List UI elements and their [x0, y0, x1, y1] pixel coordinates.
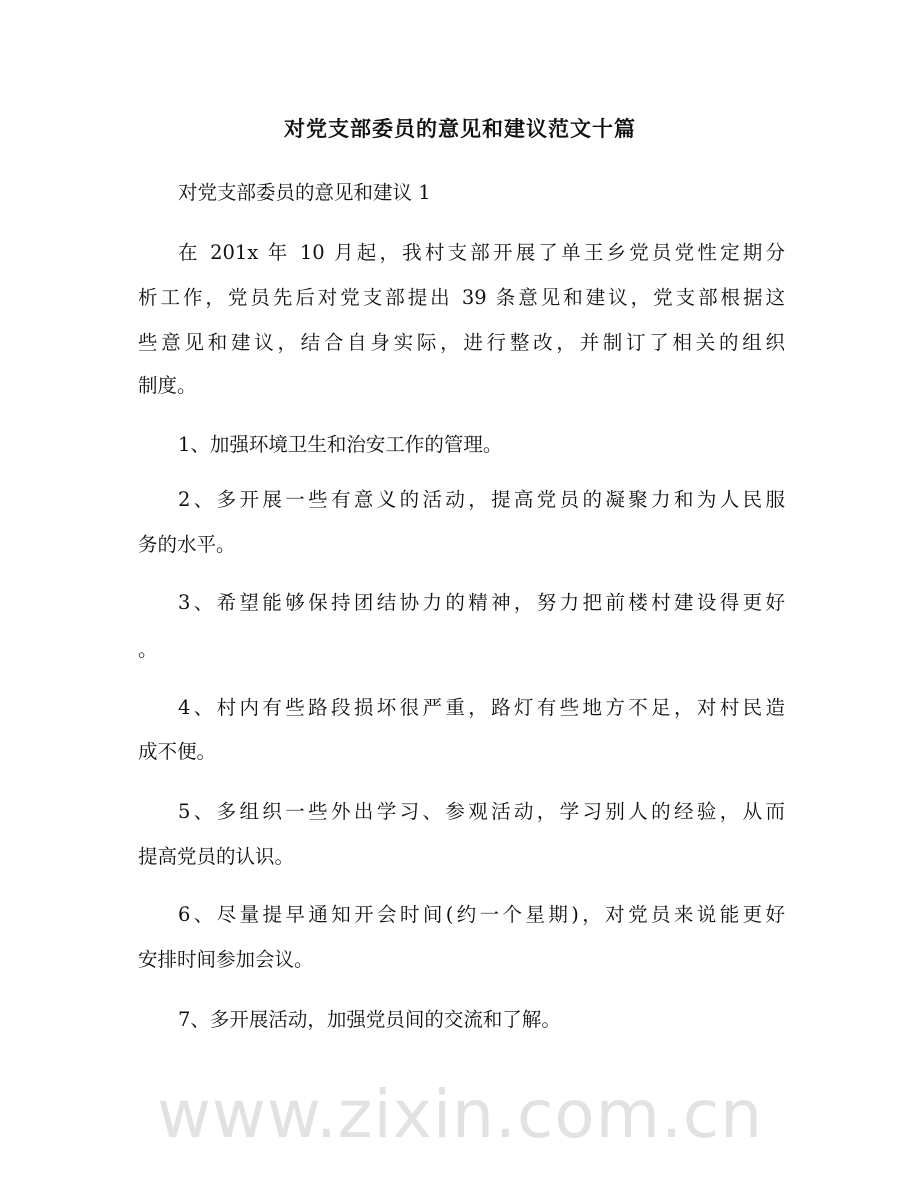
list-item-continued: 成不便。	[138, 740, 217, 763]
list-item: 3、希望能够保持团结协力的精神，努力把前楼村建设得更好	[178, 591, 785, 614]
list-item-continued: 提高党员的认识。	[138, 845, 295, 868]
section-heading: 对党支部委员的意见和建议 1	[178, 181, 431, 204]
paragraph-line: 制度。	[138, 374, 197, 397]
document-title: 对党支部委员的意见和建议范文十篇	[284, 117, 636, 141]
list-item: 4、村内有些路段损坏很严重，路灯有些地方不足，对村民造	[178, 696, 785, 719]
watermark: www.zixin.com.cn	[156, 1076, 764, 1153]
list-item: 6、尽量提早通知开会时间(约一个星期)，对党员来说能更好	[178, 903, 785, 926]
list-item: 5、多组织一些外出学习、参观活动，学习别人的经验，从而	[178, 800, 785, 823]
list-item-continued: 。	[138, 638, 158, 661]
list-item-continued: 务的水平。	[138, 533, 236, 556]
list-item-continued: 安排时间参加会议。	[138, 948, 314, 971]
list-item: 2、多开展一些有意义的活动，提高党员的凝聚力和为人民服	[178, 488, 785, 511]
paragraph-line: 析工作，党员先后对党支部提出 39 条意见和建议，党支部根据这	[138, 286, 785, 309]
paragraph-line: 在 201x 年 10 月起，我村支部开展了单王乡党员党性定期分	[178, 241, 785, 264]
list-item: 7、多开展活动，加强党员间的交流和了解。	[178, 1008, 561, 1031]
list-item: 1、加强环境卫生和治安工作的管理。	[178, 433, 503, 456]
paragraph-line: 些意见和建议，结合自身实际，进行整改，并制订了相关的组织	[138, 331, 785, 354]
